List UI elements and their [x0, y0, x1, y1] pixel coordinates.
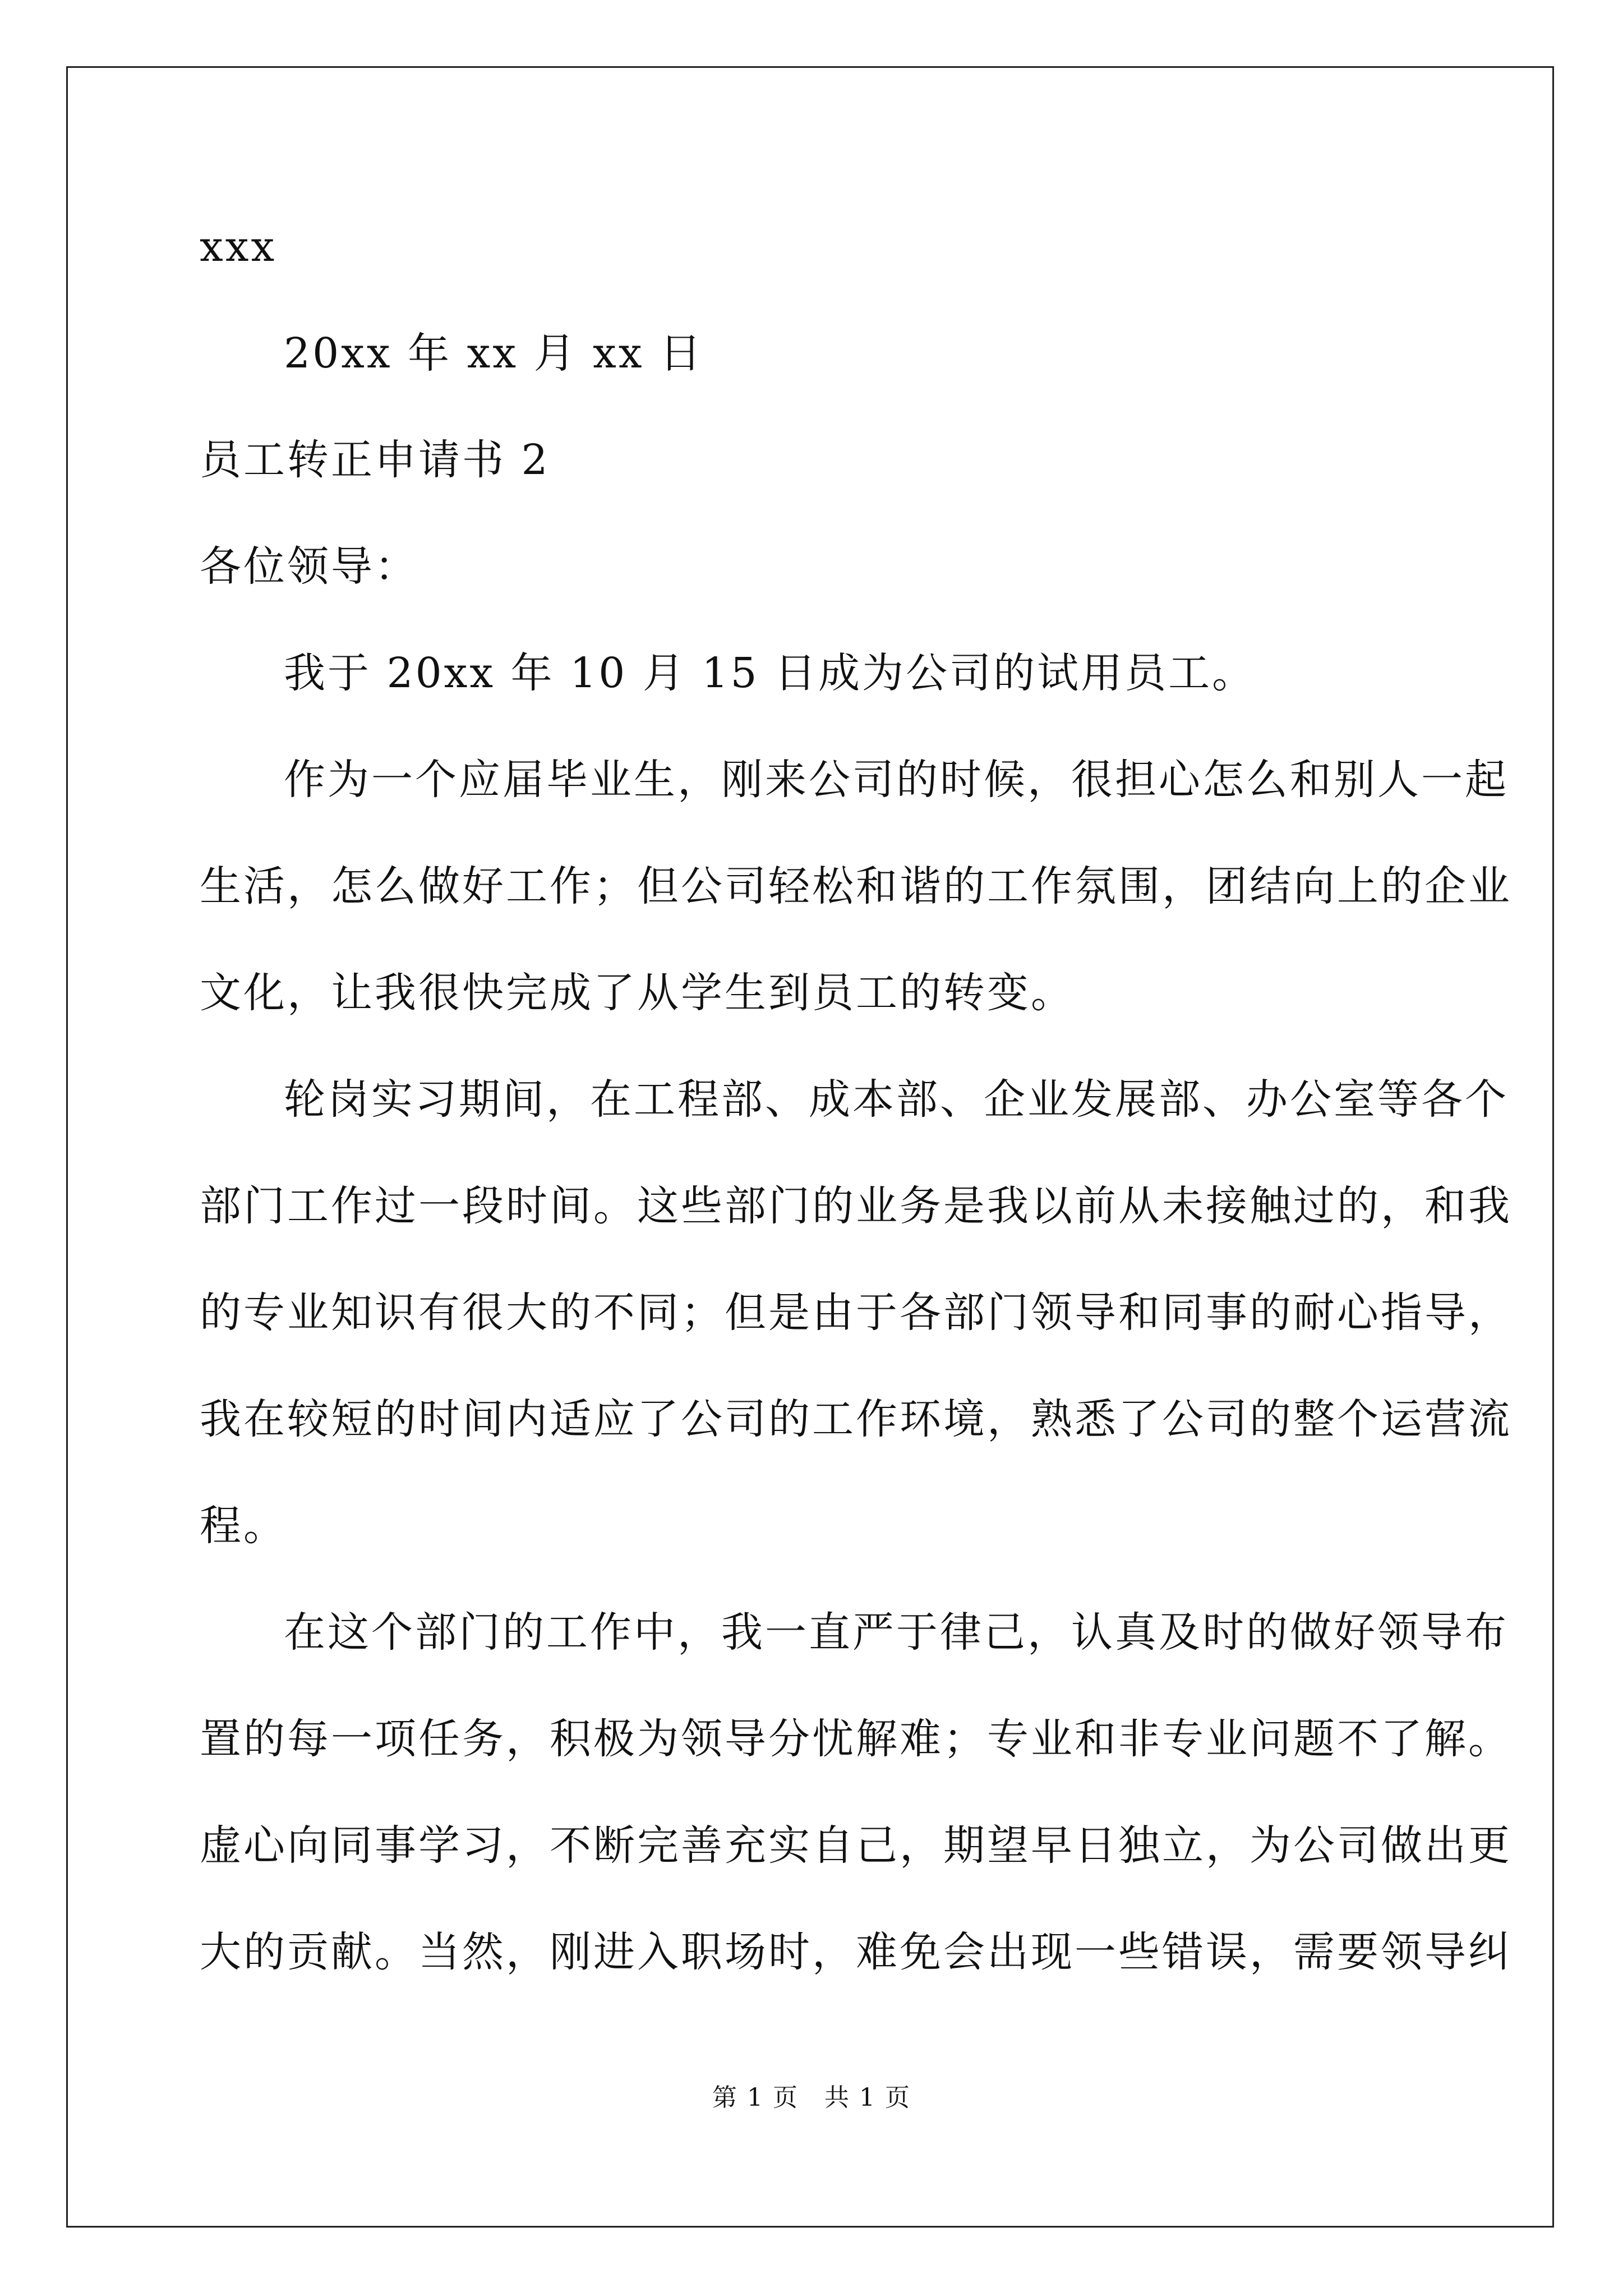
- salutation: 各位领导：: [200, 542, 418, 591]
- page-border: [66, 66, 1554, 2228]
- document-title: 员工转正申请书 2: [200, 436, 550, 484]
- paragraph-line: 我于 20xx 年 10 月 15 日成为公司的试用员工。: [284, 649, 1256, 697]
- signature-date: 20xx 年 xx 月 xx 日: [284, 329, 704, 378]
- paragraph-line: 程。: [200, 1502, 287, 1550]
- paragraph-line: 部门工作过一段时间。这些部门的业务是我以前从未接触过的，和我: [200, 1182, 1512, 1230]
- paragraph-line: 虚心向同事学习，不断完善充实自己，期望早日独立，为公司做出更: [200, 1821, 1512, 1870]
- paragraph-line: 置的每一项任务，积极为领导分忧解难；专业和非专业问题不了解。: [200, 1715, 1512, 1763]
- paragraph-line: 文化，让我很快完成了从学生到员工的转变。: [200, 969, 1075, 1017]
- paragraph-line: 在这个部门的工作中，我一直严于律己，认真及时的做好领导布: [284, 1608, 1509, 1657]
- paragraph-line: 的专业知识有很大的不同；但是由于各部门领导和同事的耐心指导，: [200, 1289, 1512, 1337]
- paragraph-line: 我在较短的时间内适应了公司的工作环境，熟悉了公司的整个运营流: [200, 1395, 1512, 1443]
- paragraph-line: 生活，怎么做好工作；但公司轻松和谐的工作氛围，团结向上的企业: [200, 862, 1512, 910]
- paragraph-line: 作为一个应届毕业生，刚来公司的时候，很担心怎么和别人一起: [284, 756, 1509, 804]
- paragraph-line: 大的贡献。当然，刚进入职场时，难免会出现一些错误，需要领导纠: [200, 1928, 1512, 1976]
- signature-name: xxx: [200, 223, 277, 271]
- page-number-footer: 第 1 页 共 1 页: [712, 2083, 911, 2112]
- paragraph-line: 轮岗实习期间，在工程部、成本部、企业发展部、办公室等各个: [284, 1075, 1509, 1124]
